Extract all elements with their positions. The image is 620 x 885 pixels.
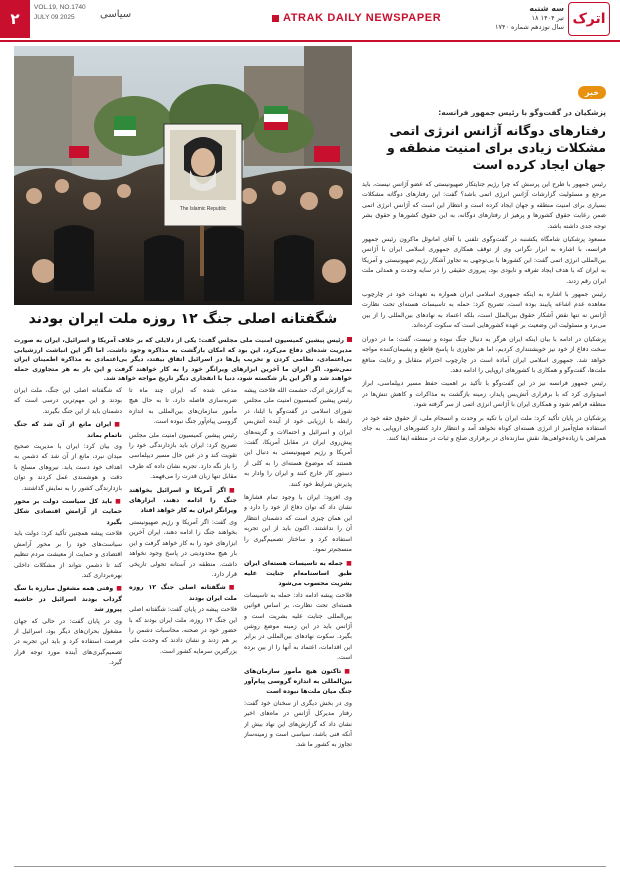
bullet-square-icon: [347, 337, 352, 342]
date-english: JULY 09 2025: [34, 14, 75, 21]
column-subheading: ■ اگر آمریکا و اسرائیل بخواهند جنگ را ادامه دهند، ابزارهای ویرانگر ایران به کار خواهد افتاد: [129, 486, 237, 517]
newspaper-logo: اترک: [568, 2, 610, 36]
right-paragraph: رئیس جمهور فرانسه نیز در این گفت‌وگو با تأکید بر اهمیت حفظ مسیر دیپلماسی، ابراز امیدواری کرد که با برقراری آتش‌بس پایدار، زمینه بازگشت به مذاکرات و کاهش تنش‌ها در منطقه فراهم شود و همکاری ایران با آژانس انرژی اتمی از سر گرفته شود.: [362, 380, 606, 409]
right-news-column: [362, 46, 606, 861]
main-headline: شگفتانه اصلی جنگ ۱۲ روزه ملت ایران بودند: [28, 311, 338, 327]
column-subheading: ■ باید کل سیاست دولت بر محور حمایت از آرامش اقتصادی شکل بگیرد: [14, 497, 122, 528]
column-paragraph: فلاحت پیشه ادامه داد: حمله به تاسیسات هسته‌ای تحت نظارت، بر اساس قوانین بین‌المللی جنایت علیه بشریت است و آژانس باید در این زمینه موضع روشن بگیرد. سکوت نهادهای بین‌المللی در برابر این اقدامات، اعتماد به آنها را از بین برده است.: [244, 591, 352, 662]
right-kicker: پزشکیان در گفت‌وگو با رئیس جمهور فرانسه:: [438, 108, 606, 117]
column-paragraph: وی افزود: ایران با وجود تمام فشارها نشان داد که توان دفاع از خود را دارد و این همان چیزی است که دشمنان انتظار آن را نداشتند. اکنون باید از این تجربه استفاده کرد و ساختار تصمیم‌گیری را منسجم‌تر نمود.: [244, 494, 352, 554]
column-paragraph: فلاحت پیشه در پایان گفت: شگفتانه اصلی این جنگ ۱۲ روزه، ملت ایران بودند که با حضور خود در صحنه، محاسبات دشمن را بر هم زدند و نشان دادند که وحدت ملی بزرگترین سرمایه کشور است.: [129, 606, 237, 655]
newspaper-brand: ATRAK DAILY NEWSPAPER: [283, 12, 442, 24]
column-subheading: ■ وقتی همه مشغول مبارزه با سگ گرداب بودند اسرائیل در حاشیه پیروز شد: [14, 584, 122, 615]
date-day: سه شنبه: [529, 4, 564, 13]
page-number: ۲: [0, 0, 30, 38]
portrait-caption: The Islamic Republic: [179, 206, 227, 212]
right-paragraph: پزشکیان در پایان تأکید کرد: ملت ایران با تکیه بر وحدت و انسجام ملی، از حقوق حقه خود در استفاده صلح‌آمیز از انرژی هسته‌ای کوتاه نخواهد آمد و انتظار دارد کشورهای اروپایی به جای همراهی با زیاده‌خواهی‌ها، نقش سازنده‌ای در برقراری صلح و ثبات در منطقه ایفا کنند.: [362, 414, 606, 443]
rally-photo-illustration: [14, 46, 352, 305]
page-header: [0, 0, 620, 38]
volume-line: VOL.19, NO.1740: [34, 4, 86, 11]
column-paragraph: که شگفتانه اصلی این جنگ، ملت ایران بودند و این مهم‌ترین درسی است که دشمنان باید از این جنگ بگیرند.: [14, 387, 122, 415]
date-block: [495, 4, 564, 33]
lead-text: رئیس پیشین کمیسیون امنیت ملی مجلس گفت: یکی از دلایلی که بر خلاف آمریکا و اسرائیل، ایران به صورت مدیریت شده‌ای دفاع می‌کرد، این بود که امکان بازگشت به مذاکره وجود داشت. اما اگر این انباشت ارزشیابی بی‌اعتمادی، نظامی کردن و تخریب پل‌ها در اسرائیل اتفاق بیفتد، دیگر بی‌اعتمادی به مذاکره اطمینان ایران نمی‌شود. اگر ایران ما آخرین ابزارهای ویرانگر خود را به کار خواهند گرفت و این بار به هر متجاوزی حمله خواهند شد و اگر این بار شکسته شود، دنیا با انفجاری دیگر تاریخ مواجه خواهد شد.: [14, 337, 352, 382]
volume-info: [34, 3, 86, 23]
right-paragraph: پزشکیان در ادامه با بیان اینکه ایران هرگز به دنبال جنگ نبوده و نیست، گفت: ما در دوران سخت دفاع از خود نیز خویشتنداری کردیم، اما هر تجاوزی با پاسخ قاطع و پشیمان‌کننده مواجه خواهد شد. جمهوری اسلامی ایران آماده است در چارچوب احترام متقابل و رعایت منافع ملت‌ها، گفت‌وگو و همکاری با کشورهای اروپایی را ادامه دهد.: [362, 335, 606, 374]
brand-square-icon: [272, 15, 279, 22]
article-column-2: [129, 386, 237, 864]
column-paragraph: وی در پایان گفت: در حالی که جهان مشغول بحران‌های دیگر بود، اسرائیل از فرصت استفاده کرد و باید این تجربه در تصمیم‌گیری‌های آینده مورد توجه قرار گیرد.: [14, 617, 122, 667]
date-persian: ۱۸ تیر ۱۴۰۴: [531, 13, 564, 22]
column-subheading: ■ ایران مانع از آن شد که جنگ ناتمام بماند: [14, 420, 122, 441]
issue-info: سال نوزدهم شماره ۱۷۴۰: [495, 23, 564, 31]
right-paragraph: رئیس جمهور با طرح این پرسش که چرا رژیم جنایتکار صهیونیستی که عضو آژانس نیست، باید مرجع و مسئولیت گزارشات آژانس انرژی اتمی باشد؟ گفت: این رفتارهای دوگانه مشکلات بسیاری برای امنیت منطقه و جهان ایجاد کرده است و انتظار این است که آژانس انرژی اتمی ضمن رعایت حقوق کشورها و پرهیز از رفتارهای دوگانه، به این حقوق کشورها و حقوق بشر توجه جدی داشته باشد.: [362, 181, 606, 230]
right-article-body: [362, 180, 606, 860]
column-paragraph: مدعی شده که ایران چند ماه تا ضربه‌سازی فاصله دارد، تا به حال هیچ مأمور سازمان‌های بین‌المللی به اندازه گروسی پیام‌آور جنگ نبوده است.: [129, 387, 237, 426]
column-paragraph: فلاحت پیشه همچنین تأکید کرد: دولت باید سیاست‌های خود را بر محور آرامش اقتصادی و حمایت از معیشت مردم تنظیم کند تا دشمن نتواند از مشکلات داخلی بهره‌برداری کند.: [14, 530, 122, 579]
column-paragraph: وی بیان کرد: ایران با مدیریت صحیح میدان نبرد، مانع از آن شد که دشمن به اهداف خود دست یابد. نیروهای مسلح با دقت و هوشمندی عمل کردند و توان بازدارندگی کشور را به نمایش گذاشتند.: [14, 443, 122, 492]
column-paragraph: رئیس پیشین کمیسیون امنیت ملی مجلس تصریح کرد: ایران باید بازدارندگی خود را تقویت کند و در عین حال مسیر دیپلماسی را باز نگه دارد. تجربه نشان داده که طرف مقابل تنها زبان قدرت را می‌فهمد.: [129, 431, 237, 481]
right-headline: رفتارهای دوگانه آژانس انرژی اتمی مشکلات زیادی برای امنیت منطقه و جهان ایجاد کرده است: [386, 123, 606, 172]
right-paragraph: رئیس جمهور با اشاره به اینکه جمهوری اسلامی ایران همواره به تعهدات خود در چارچوب معاهده عدم اشاعه پایبند بوده است، تصریح کرد: حمله به تاسیسات هسته‌ای تحت نظارت آژانس نه تنها نقض آشکار حقوق بین‌الملل است، بلکه اعتماد به نهادهای بین‌المللی را از بین می‌برد و مسئولیت این وضعیت بر عهده کشورهایی است که سکوت کرده‌اند.: [362, 291, 606, 330]
news-badge: خبر: [578, 86, 606, 99]
column-subheading: ■ تاکنون هیچ مأمور سازمان‌های بین‌المللی به اندازه گروسی پیام‌آور جنگ میان ملت‌ها نبوده است: [244, 667, 352, 698]
footer-rule: [14, 866, 606, 867]
article-column-3: [14, 386, 122, 864]
lead-paragraph: [14, 336, 352, 382]
right-paragraph: مسعود پزشکیان شامگاه یکشنبه در گفت‌وگوی تلفنی با آقای امانوئل ماکرون رئیس جمهور فرانسه، با اشاره به ابزار نگرانی وی از توقف همکاری جمهوری اسلامی ایران با آژانس بین‌المللی انرژی اتمی گفت: این کشورها با بی‌توجهی به تجاوز آشکار رژیم صهیونیستی و آمریکا به ایران که با هدف ایجاد تفرقه و نابودی بود، پیروزی حقیقی را در سایه وحدت و همدلی ملت ایران رقم زدند.: [362, 236, 606, 285]
column-paragraph: وی گفت: اگر آمریکا و رژیم صهیونیستی بخواهند جنگ را ادامه دهند، ایران آخرین ابزارهای خود را به کار خواهد گرفت و این بار هیچ محدودیتی در پاسخ وجود نخواهد داشت. منطقه در آستانه تحولی تاریخی قرار دارد.: [129, 518, 237, 578]
column-paragraph: وی در بخش دیگری از سخنان خود گفت: رفتار مدیرکل آژانس در ماه‌های اخیر نشان داد که گزارش‌های این نهاد بیش از آنکه فنی باشد، سیاسی است و زمینه‌ساز تجاوز به کشور ما شد.: [244, 699, 352, 749]
header-rule: [0, 40, 620, 42]
column-subheading: ■ شگفتانه اصلی جنگ ۱۲ روزه ملت ایران بودند: [129, 583, 237, 604]
column-paragraph: به گزارش اترک، حشمت الله فلاحت پیشه رئیس پیشین کمیسیون امنیت ملی مجلس شورای اسلامی در گفت‌وگو با ایلنا، در رابطه با ارزیابی خود از آینده آتش‌بس ایران و اسرائیل و احتمالات و گزینه‌های پیش‌روی ایران در مقابل آمریکا، گفت: آمریکا و رژیم صهیونیستی به دنبال این هستند که موضوع هسته‌ای را به کلی از دستور کار خارج کنند و ایران را وادار به پذیرش شرایط خود کنند.: [244, 387, 352, 488]
section-label: سیاسی: [100, 9, 132, 20]
article-column-1: [244, 386, 352, 864]
rally-photo: [14, 46, 352, 305]
column-subheading: ■ جمله به تاسیسات هسته‌ای ایران طبق اساسنامه‌ام‌ جنایت علیه بشریت محسوب می‌شود: [244, 559, 352, 590]
